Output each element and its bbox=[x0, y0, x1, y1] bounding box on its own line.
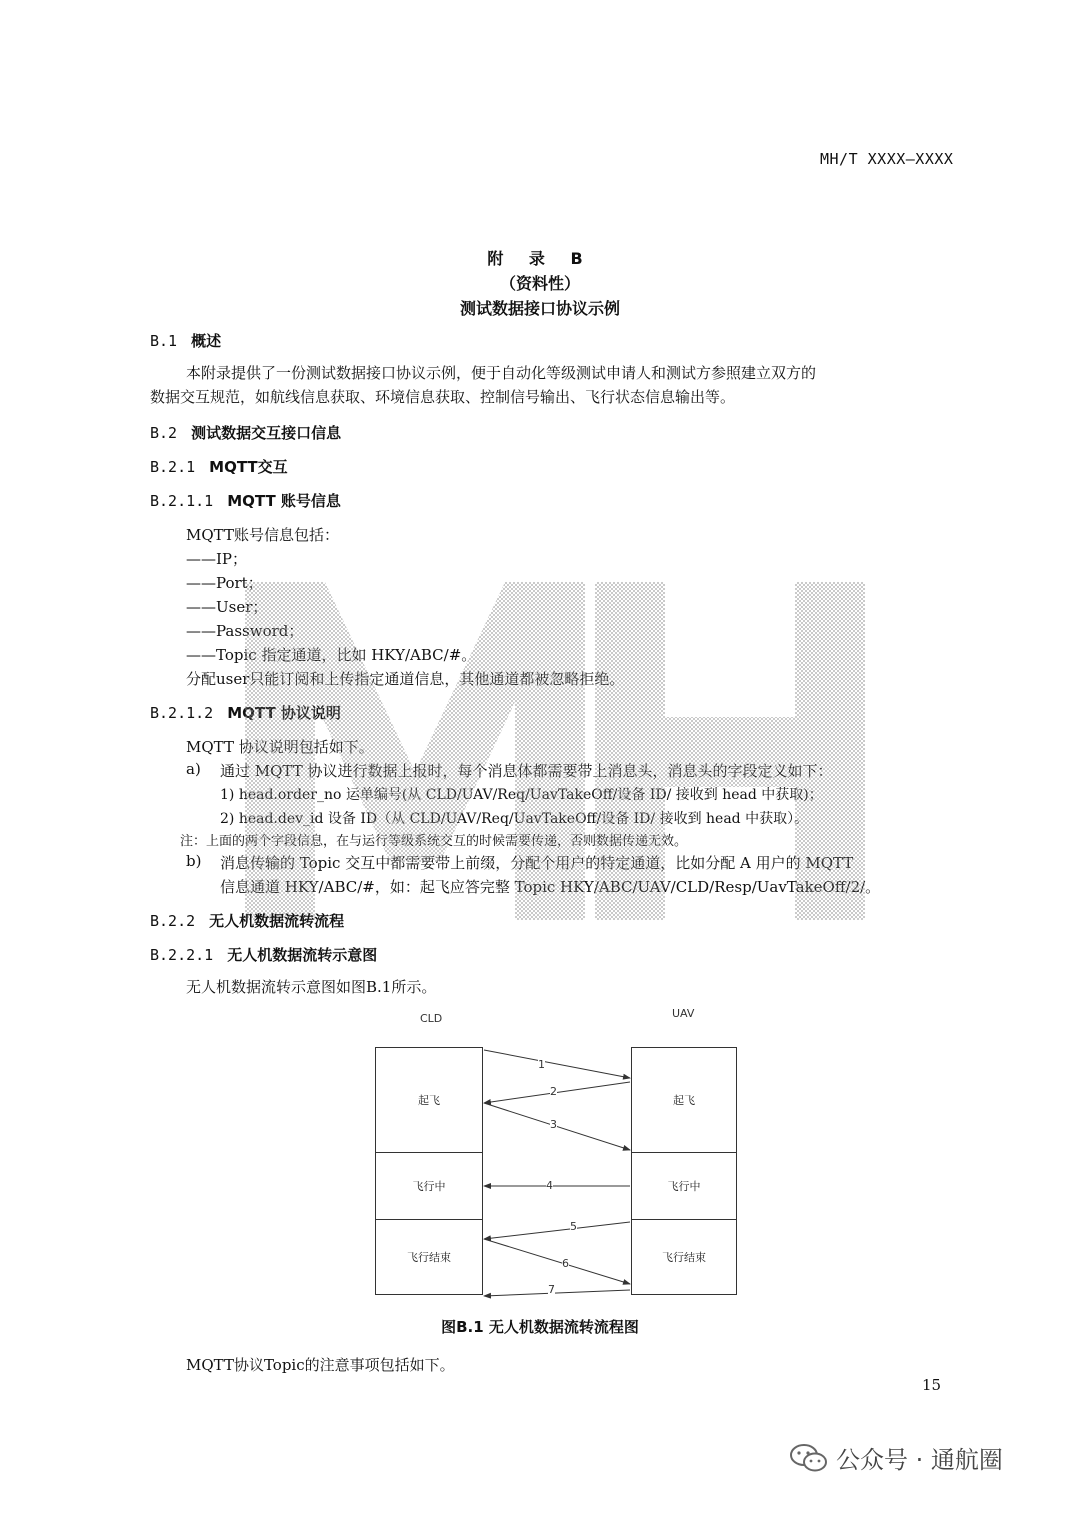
paragraph-line: 分配user只能订阅和上传指定通道信息，其他通道都被忽略拒绝。 bbox=[186, 670, 625, 688]
paragraph-line: 通过 MQTT 协议进行数据上报时，每个消息体都需要带上消息头，消息头的字段定义如下： bbox=[220, 762, 833, 780]
box-label: 飞行中 bbox=[412, 1180, 446, 1193]
figure-caption: 图B.1 无人机数据流转流程图 bbox=[441, 1318, 639, 1336]
box-label: 飞行结束 bbox=[662, 1251, 706, 1264]
heading-number: B.2.1.1 bbox=[150, 492, 214, 510]
cld-label: CLD bbox=[420, 1012, 443, 1025]
paragraph-line: 消息传输的 Topic 交互中都需要带上前缀，分配个用户的特定通道，比如分配 A 用户的 MQTT bbox=[220, 854, 854, 872]
box-label: 起飞 bbox=[673, 1094, 695, 1107]
heading-number: B.2.2 bbox=[150, 912, 196, 930]
footer-badge bbox=[790, 1440, 1003, 1475]
appendix-name: 测试数据接口协议示例 bbox=[459, 299, 620, 318]
sub-item: 1) head.order_no 运单编号(从 CLD/UAV/Req/UavTakeOff/设备 ID/ 接收到 head 中获取)； bbox=[220, 787, 823, 803]
page-number: 15 bbox=[922, 1376, 942, 1394]
sub-item: 2) head.dev_id 设备 ID（从 CLD/UAV/Req/UavTakeOff/设备 ID/ 接收到 head 中获取）。 bbox=[220, 811, 809, 827]
appendix-title: 附 录 B bbox=[487, 249, 593, 268]
arrow-label: 5 bbox=[570, 1220, 577, 1233]
box-label: 飞行中 bbox=[667, 1180, 701, 1193]
heading-number: B.2.1.2 bbox=[150, 704, 214, 722]
heading-number: B.2.1 bbox=[150, 458, 196, 476]
note: 注：上面的两个字段信息，在与运行等级系统交互的时候需要传递，否则数据传递无效。 bbox=[180, 834, 688, 849]
heading-text: MQTT交互 bbox=[209, 458, 288, 476]
heading-text: MQTT 协议说明 bbox=[227, 704, 341, 722]
footer-text: 公众号 · 通航圈 bbox=[836, 1446, 1003, 1474]
arrow-label: 4 bbox=[546, 1179, 553, 1192]
paragraph-line: 数据交互规范，如航线信息获取、环境信息获取、控制信号输出、飞行状态信息输出等。 bbox=[150, 388, 736, 406]
heading-text: 概述 bbox=[191, 332, 222, 350]
arrow-label: 6 bbox=[562, 1257, 569, 1270]
arrow-label: 7 bbox=[548, 1283, 555, 1296]
paragraph-line: 本附录提供了一份测试数据接口协议示例，便于自动化等级测试申请人和测试方参照建立双方的 bbox=[186, 364, 817, 382]
arrow-1 bbox=[484, 1050, 630, 1078]
paragraph-line: MQTT 协议说明包括如下。 bbox=[186, 738, 374, 756]
heading-text: 无人机数据流转流程 bbox=[209, 912, 345, 930]
heading-number: B.1 bbox=[150, 332, 178, 350]
heading-text: MQTT 账号信息 bbox=[227, 492, 341, 510]
paragraph-line: 无人机数据流转示意图如图B.1所示。 bbox=[186, 978, 437, 996]
list-item: ——Topic 指定通道，比如 HKY/ABC/#。 bbox=[186, 646, 477, 664]
list-item: ——IP； bbox=[186, 550, 248, 568]
box-label: 飞行结束 bbox=[407, 1251, 451, 1264]
arrow-label: 1 bbox=[538, 1058, 545, 1071]
paragraph-line: MQTT协议Topic的注意事项包括如下。 bbox=[186, 1356, 455, 1374]
heading-number: B.2 bbox=[150, 424, 178, 442]
list-item: ——Password； bbox=[186, 622, 304, 640]
arrow-label: 2 bbox=[550, 1085, 557, 1098]
arrow-6 bbox=[484, 1239, 630, 1284]
heading-number: B.2.2.1 bbox=[150, 946, 214, 964]
standard-number: MH/T XXXX—XXXX bbox=[820, 150, 954, 168]
uav-label: UAV bbox=[672, 1007, 695, 1020]
arrow-2 bbox=[484, 1082, 630, 1103]
list-intro: MQTT账号信息包括： bbox=[186, 526, 339, 544]
item-label: b) bbox=[186, 852, 202, 870]
box-label: 起飞 bbox=[418, 1094, 440, 1107]
arrow-label: 3 bbox=[550, 1118, 557, 1131]
paragraph-line: 信息通道 HKY/ABC/#，如：起飞应答完整 Topic HKY/ABC/UAV/CLD/Resp/UavTakeOff/2/。 bbox=[220, 878, 881, 896]
item-label: a) bbox=[186, 760, 201, 778]
list-item: ——Port； bbox=[186, 574, 263, 592]
appendix-nature: （资料性） bbox=[499, 274, 580, 293]
heading-text: 无人机数据流转示意图 bbox=[227, 946, 378, 964]
arrow-7 bbox=[484, 1290, 630, 1296]
list-item: ——User； bbox=[186, 598, 268, 616]
wechat-icon bbox=[790, 1443, 828, 1473]
arrow-3 bbox=[484, 1103, 630, 1150]
heading-text: 测试数据交互接口信息 bbox=[191, 424, 342, 442]
arrow-5 bbox=[484, 1222, 630, 1239]
